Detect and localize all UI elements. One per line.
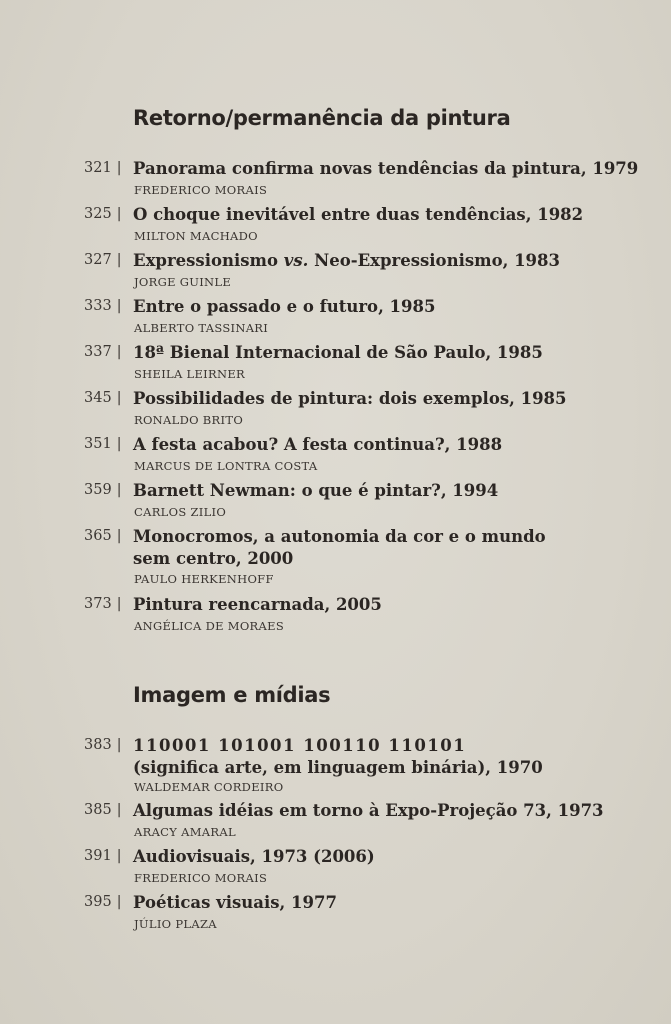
entry-author: CARLOS ZILIO: [134, 505, 227, 519]
entry-author: FREDERICO MORAIS: [134, 871, 268, 885]
page-number: 391 |: [84, 848, 122, 864]
page-number: 333 |: [84, 298, 122, 314]
entry-author: ALBERTO TASSINARI: [134, 321, 269, 335]
entry-author: MILTON MACHADO: [134, 229, 258, 243]
section-title-imagem: Imagem e mídias: [133, 683, 331, 707]
page-number: 345 |: [84, 390, 122, 406]
entry-title: Poéticas visuais, 1977: [133, 893, 337, 912]
entry-author: RONALDO BRITO: [134, 413, 244, 427]
entry-title: Panorama confirma novas tendências da pintura, 1979: [133, 159, 639, 178]
entry-author: JORGE GUINLE: [134, 275, 232, 289]
page-number: 359 |: [84, 482, 122, 498]
entry-title: Expressionismo vs. Neo-Expressionismo, 1983: [133, 251, 560, 270]
page-number: 327 |: [84, 252, 122, 268]
entry-author: FREDERICO MORAIS: [134, 183, 268, 197]
page-number: 395 |: [84, 894, 122, 910]
entry-title: 110001 101001 100110 110101 (significa arte, em linguagem binária), 1970: [133, 736, 543, 777]
entry-author: MARCUS DE LONTRA COSTA: [134, 459, 318, 473]
entry-title: Algumas idéias em torno à Expo-Projeção 73, 1973: [133, 801, 604, 820]
entry-title: Audiovisuais, 1973 (2006): [133, 847, 375, 866]
entry-title: O choque inevitável entre duas tendências, 1982: [133, 205, 584, 224]
entry-title: Pintura reencarnada, 2005: [133, 595, 382, 614]
page-number: 365 |: [84, 528, 122, 544]
page-number: 351 |: [84, 436, 122, 452]
page-number: 383 |: [84, 737, 122, 753]
entry-title: Possibilidades de pintura: dois exemplos, 1985: [133, 389, 567, 408]
entry-title: Barnett Newman: o que é pintar?, 1994: [133, 481, 499, 500]
entry-title: 18ª Bienal Internacional de São Paulo, 1985: [133, 343, 543, 362]
entry-author: ARACY AMARAL: [134, 825, 236, 839]
page-number: 325 |: [84, 206, 122, 222]
entry-author: JÚLIO PLAZA: [134, 917, 217, 931]
entry-title: A festa acabou? A festa continua?, 1988: [133, 435, 503, 454]
entry-author: PAULO HERKENHOFF: [134, 572, 274, 586]
page-number: 337 |: [84, 344, 122, 360]
entry-title: Monocromos, a autonomia da cor e o mundo sem centro, 2000: [133, 527, 546, 568]
page-number: 373 |: [84, 596, 122, 612]
page-number: 321 |: [84, 160, 122, 176]
page-number: 385 |: [84, 802, 122, 818]
entry-title: Entre o passado e o futuro, 1985: [133, 297, 436, 316]
entry-author: SHEILA LEIRNER: [134, 367, 245, 381]
entry-author: ANGÉLICA DE MORAES: [134, 619, 284, 633]
section-title-retorno: Retorno/permanência da pintura: [133, 106, 511, 130]
entry-author: WALDEMAR CORDEIRO: [134, 780, 284, 794]
